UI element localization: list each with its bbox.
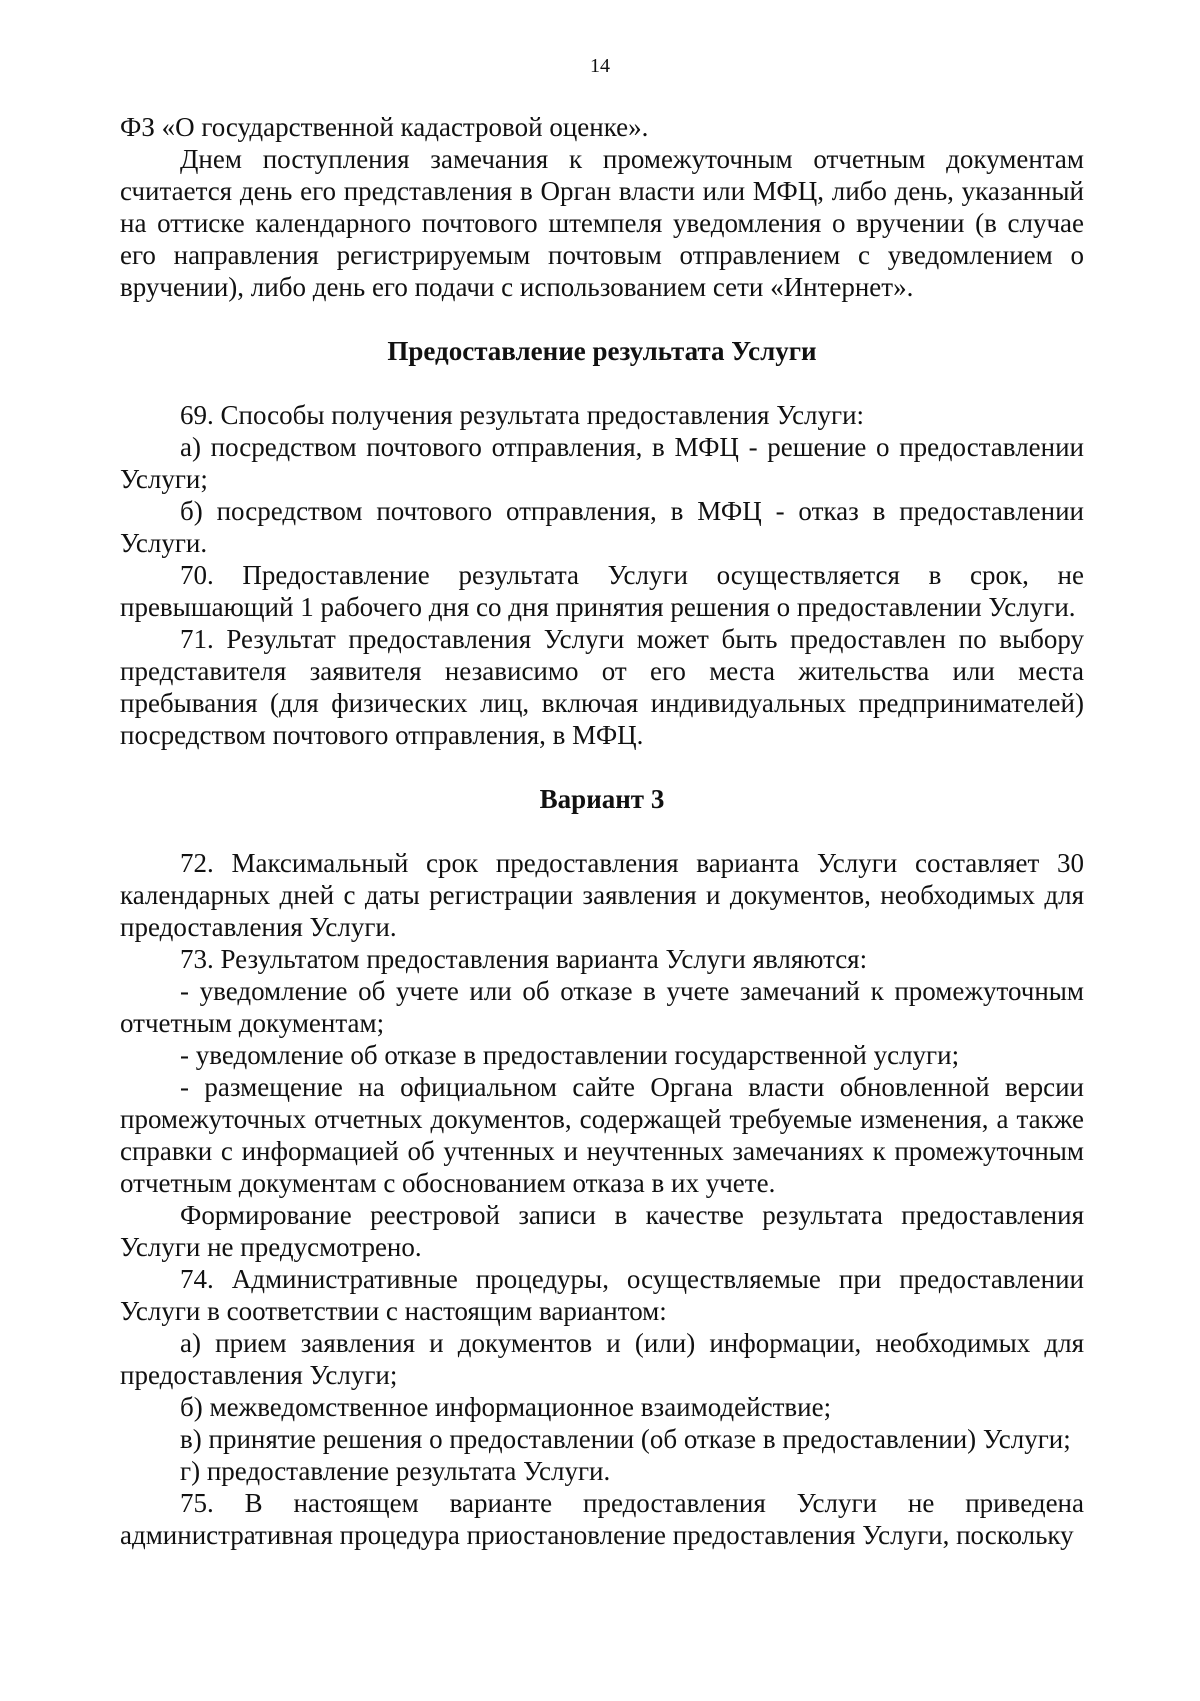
paragraph: 72. Максимальный срок предоставления варианта Услуги составляет 30 календарных дней с даты регистрации заявления и документов, необходимых для предоставления Услуги. bbox=[120, 848, 1084, 942]
paragraph: - уведомление об учете или об отказе в учете замечаний к промежуточным отчетным документам; bbox=[120, 976, 1084, 1038]
paragraph: 74. Административные процедуры, осуществляемые при предоставлении Услуги в соответствии с настоящим вариантом: bbox=[120, 1264, 1084, 1326]
paragraph: 70. Предоставление результата Услуги осуществляется в срок, не превышающий 1 рабочего дня со дня принятия решения о предоставлении Услуги. bbox=[120, 560, 1084, 622]
section-spacer bbox=[120, 815, 1084, 847]
paragraph: г) предоставление результата Услуги. bbox=[180, 1456, 611, 1486]
paragraph: Днем поступления замечания к промежуточным отчетным документам считается день его представления в Орган власти или МФЦ, либо день, указанный на оттиске календарного почтового штемпеля уведомления о вручении (в случае его направления регистрируемым почтовым отправлением с уведомлением о вручении), либо день его подачи с использованием сети «Интернет». bbox=[120, 144, 1084, 302]
paragraph: 69. Способы получения результата предоставления Услуги: bbox=[180, 400, 865, 430]
document-body bbox=[120, 111, 1084, 1551]
paragraph: - уведомление об отказе в предоставлении государственной услуги; bbox=[180, 1040, 960, 1070]
paragraph: ФЗ «О государственной кадастровой оценке». bbox=[120, 112, 649, 142]
paragraph: в) принятие решения о предоставлении (об отказе в предоставлении) Услуги; bbox=[180, 1424, 1071, 1454]
paragraph: - размещение на официальном сайте Органа власти обновленной версии промежуточных отчетных документов, содержащей требуемые изменения, а также справки с информацией об учтенных и неучтенных замечаниях к промежуточным отчетным документам с обоснованием отказа в их учете. bbox=[120, 1072, 1084, 1198]
paragraph: 75. В настоящем варианте предоставления Услуги не приведена административная процедура приостановление предоставления Услуги, поскольку bbox=[120, 1488, 1084, 1550]
paragraph: а) прием заявления и документов и (или) информации, необходимых для предоставления Услуги; bbox=[120, 1328, 1084, 1390]
paragraph: 73. Результатом предоставления варианта Услуги являются: bbox=[180, 944, 868, 974]
paragraph: Формирование реестровой записи в качестве результата предоставления Услуги не предусмотрено. bbox=[120, 1200, 1084, 1262]
section-heading: Предоставление результата Услуги bbox=[387, 336, 817, 366]
paragraph: б) межведомственное информационное взаимодействие; bbox=[180, 1392, 832, 1422]
paragraph: б) посредством почтового отправления, в МФЦ - отказ в предоставлении Услуги. bbox=[120, 496, 1084, 558]
section-spacer bbox=[120, 303, 1084, 335]
paragraph: 71. Результат предоставления Услуги может быть предоставлен по выбору представителя заявителя независимо от его места жительства или места пребывания (для физических лиц, включая индивидуальных предпринимателей) посредством почтового отправления, в МФЦ. bbox=[120, 624, 1084, 750]
section-spacer bbox=[120, 751, 1084, 783]
section-spacer bbox=[120, 367, 1084, 399]
section-heading: Вариант 3 bbox=[539, 784, 665, 814]
paragraph: а) посредством почтового отправления, в МФЦ - решение о предоставлении Услуги; bbox=[120, 432, 1084, 494]
page-number: 14 bbox=[590, 55, 610, 77]
